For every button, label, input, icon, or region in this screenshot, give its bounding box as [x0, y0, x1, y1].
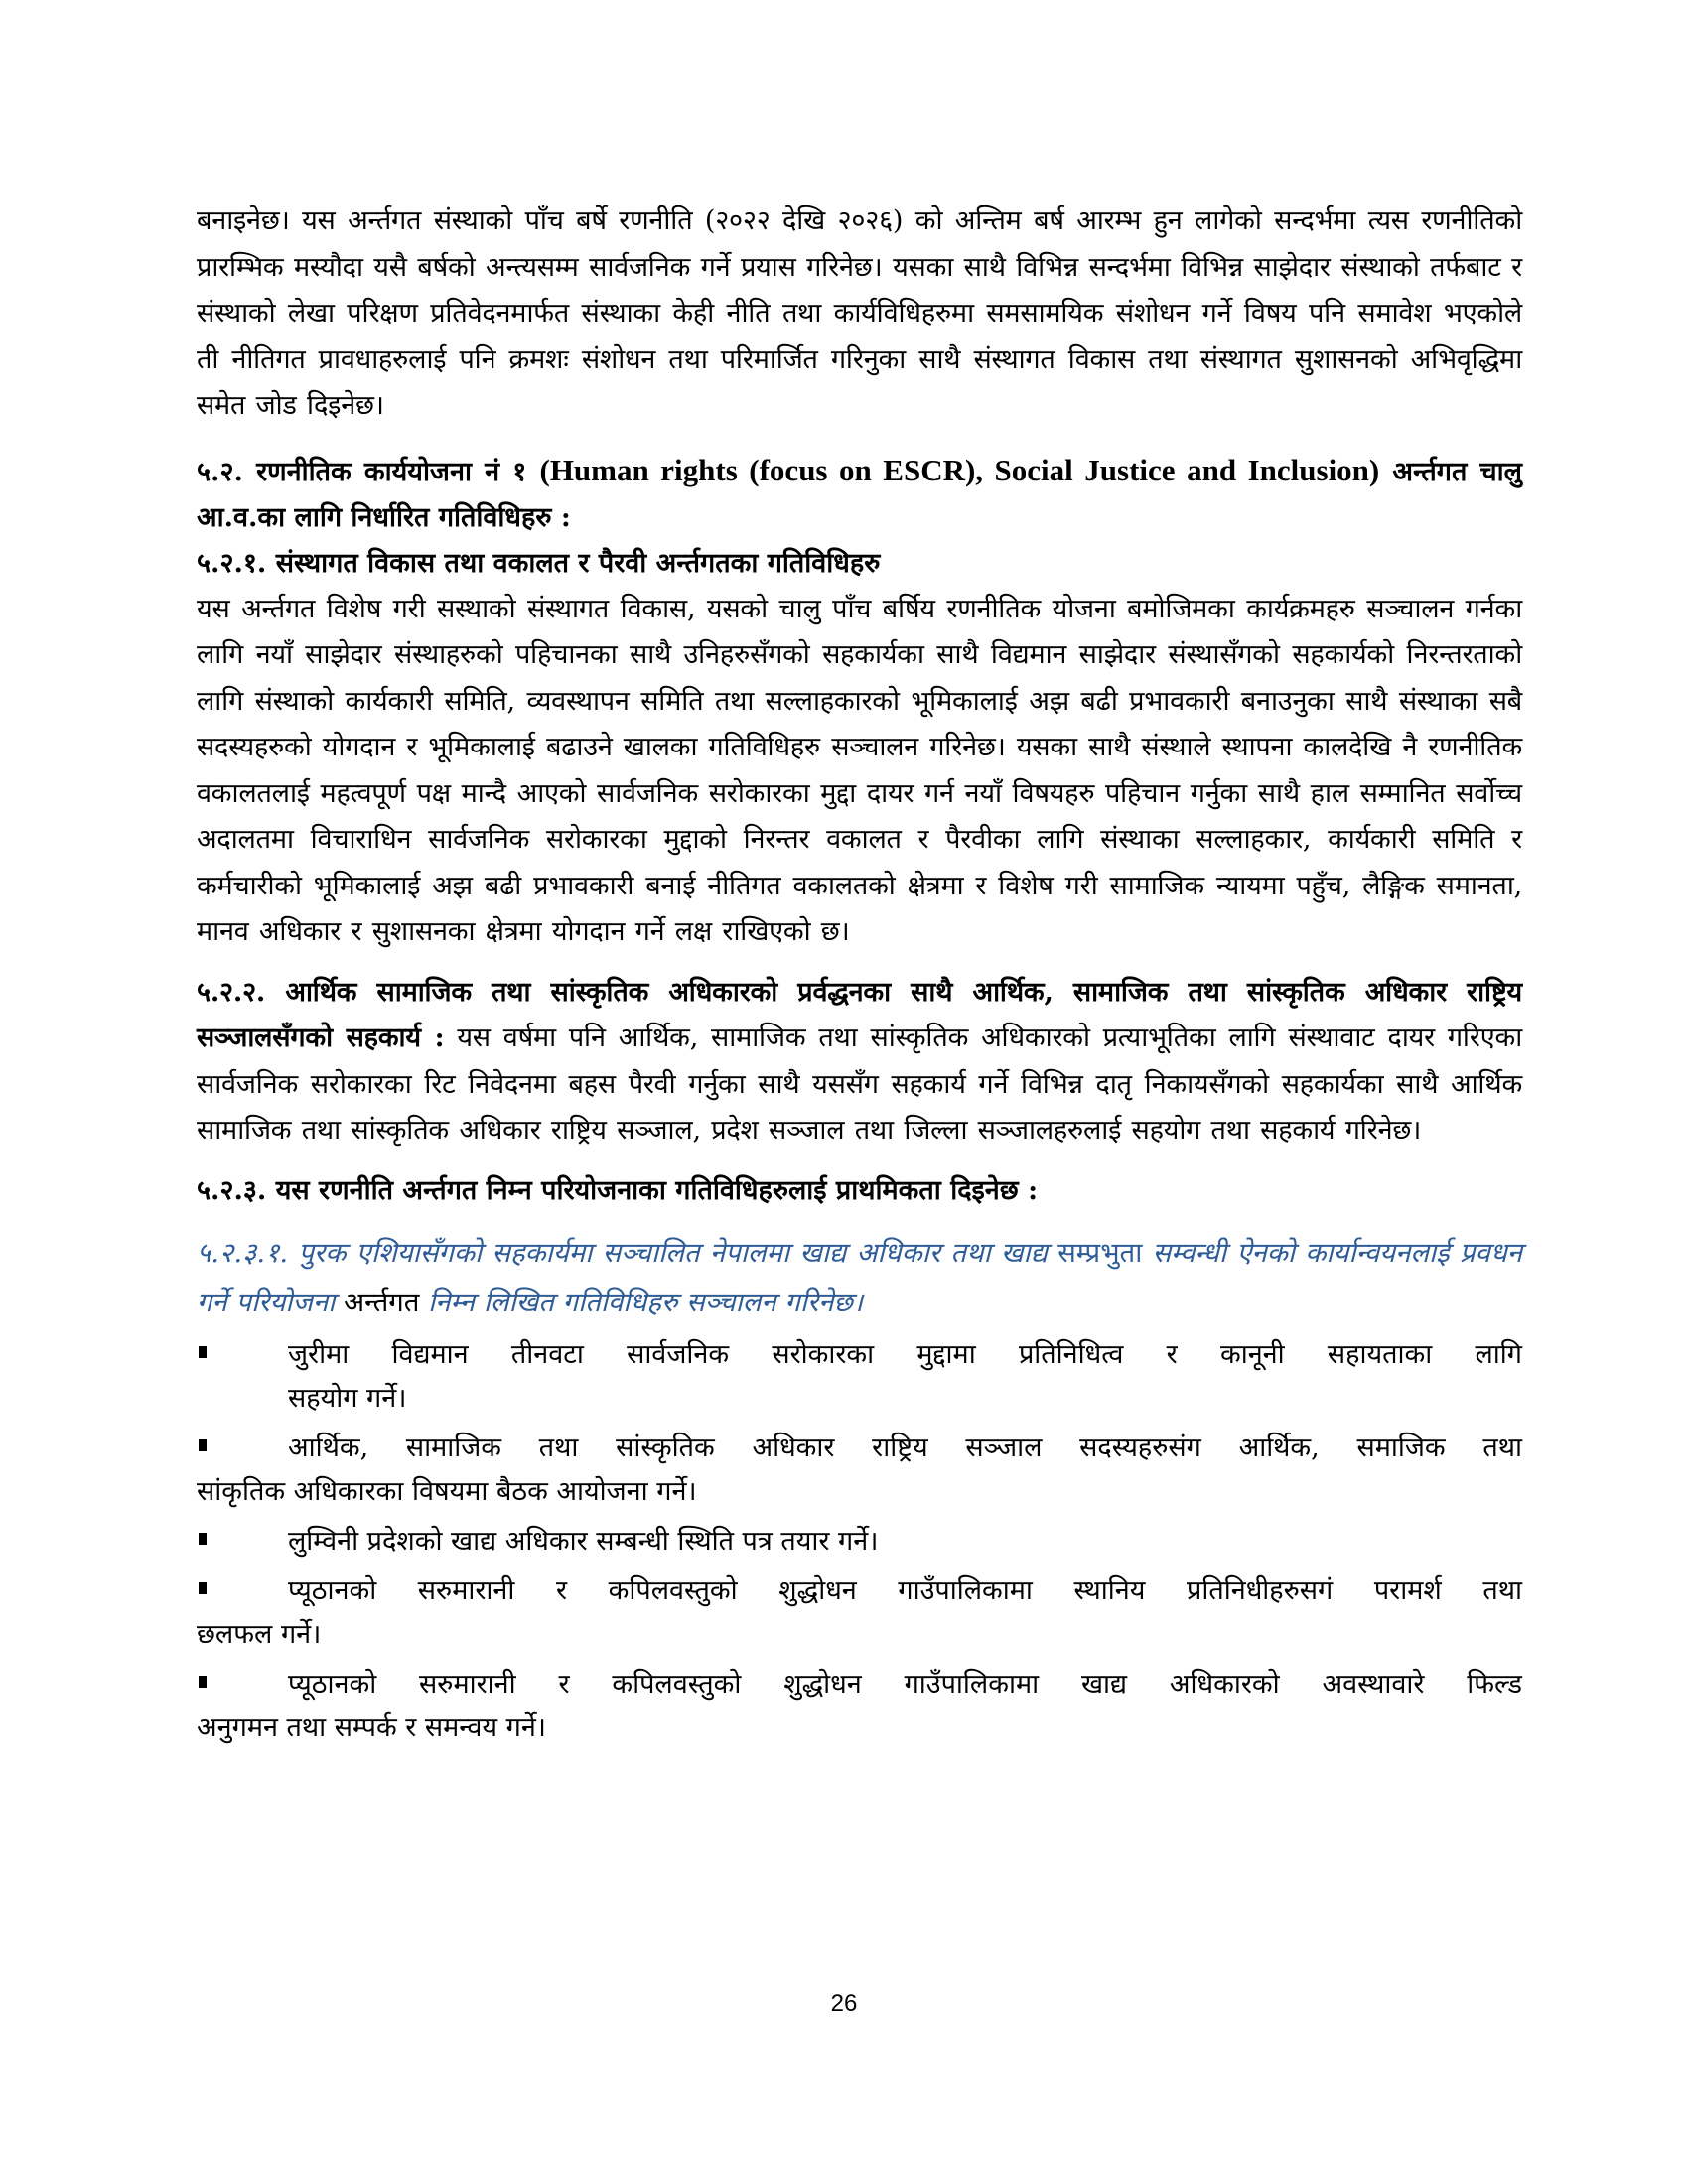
- intro-paragraph: बनाइनेछ। यस अर्न्तगत संस्थाको पाँच बर्षे रणनीति (२०२२ देखि २०२६) को अन्तिम बर्ष आरम्भ हुन लागेको सन्दर्भमा त्यस रणनीतिको प्रारम्भिक मस्यौदा यसै बर्षको अन्त्यसम्म सार्वजनिक गर्ने प्रयास गरिनेछ। यसका साथै विभिन्न सन्दर्भमा विभिन्न साझेदार संस्थाको तर्फबाट र संस्थाको लेखा परिक्षण प्रतिवेदनमार्फत संस्थाका केही नीति तथा कार्यविधिहरुमा समसामयिक संशोधन गर्ने विषय पनि समावेश भएकोले ती नीतिगत प्रावधाहरुलाई पनि क्रमशः संशोधन तथा परिमार्जित गरिनुका साथै संस्थागत विकास तथा संस्थागत सुशासनको अभिवृद्धिमा समेत जोड दिइनेछ।: [197, 205, 1522, 421]
- section-5-2-2: [197, 970, 1522, 1155]
- list-item-text: लुम्विनी प्रदेशको खाद्य अधिकार सम्बन्धी स्थिति पत्र तयार गर्ने।: [288, 1525, 879, 1557]
- list-item-text-continued: सांकृतिक अधिकारका विषयमा बैठक आयोजना गर्ने।: [197, 1475, 697, 1507]
- project-title-part4: अर्न्तगत: [344, 1286, 420, 1318]
- list-item: [197, 1333, 1522, 1421]
- list-item: [197, 1570, 1522, 1657]
- section-5-2-3-1-heading: [197, 1228, 1522, 1327]
- project-title-part2: सम्प्रभुता: [1057, 1236, 1143, 1269]
- square-bullet-icon: [199, 1439, 207, 1451]
- list-item-text: आर्थिक, सामाजिक तथा सांस्कृतिक अधिकार राष्ट्रिय सञ्जाल सदस्यहरुसंग आर्थिक, समाजिक तथा: [288, 1432, 1522, 1463]
- square-bullet-icon: [199, 1533, 207, 1545]
- list-item: [197, 1663, 1522, 1750]
- section-prefix: रणनीतिक कार्ययोजना नं १: [256, 456, 527, 487]
- page-number: 26: [830, 1990, 858, 2017]
- square-bullet-icon: [199, 1346, 207, 1358]
- section-english-title: (Human rights (focus on ESCR), Social Justice and Inclusion): [539, 452, 1380, 487]
- list-item-text: प्यूठानको सरुमारानी र कपिलवस्तुको शुद्धोधन गाउँपालिकामा स्थानिय प्रतिनिधीहरुसगं परामर्श तथा: [288, 1574, 1522, 1606]
- square-bullet-icon: [199, 1582, 207, 1594]
- list-item-text-continued: सहयोग गर्ने।: [288, 1382, 407, 1414]
- list-item-text-continued: अनुगमन तथा सम्पर्क र समन्वय गर्ने।: [197, 1711, 547, 1743]
- list-item: [197, 1520, 1522, 1564]
- section-number: ५.२.: [197, 456, 243, 487]
- activity-list: [197, 1333, 1522, 1750]
- list-item-text: प्यूठानको सरुमारानी र कपिलवस्तुको शुद्धोधन गाउँपालिकामा खाद्य अधिकारको अवस्थावारे फिल्ड: [288, 1668, 1522, 1700]
- section-5-2-1-heading: ५.२.१. संस्थागत विकास तथा वकालत र पैरवी अर्न्तगतका गतिविधिहरु: [197, 547, 881, 579]
- project-title-part1: ५.२.३.१. पुरक एशियासँगको सहकार्यमा सञ्चालित नेपालमा खाद्य अधिकार तथा खाद्य: [197, 1236, 1048, 1269]
- section-suffix: अर्न्तगत चालु आ.व.का लागि निर्धारित गतिविधिहरु :: [197, 456, 1522, 533]
- project-title-part3: सम्वन्धी ऐनको कार्यान्वयनलाई प्रवधन गर्ने परियोजना: [197, 1236, 1522, 1318]
- list-item-text: जुरीमा विद्यमान तीनवटा सार्वजनिक सरोकारका मुद्दामा प्रतिनिधित्व र कानूनी सहायताका लागि: [288, 1338, 1522, 1370]
- section-5-2-3-heading: ५.२.३. यस रणनीति अर्न्तगत निम्न परियोजनाका गतिविधिहरुलाई प्राथमिकता दिइनेछ :: [197, 1174, 1039, 1206]
- section-5-2-heading: [197, 448, 1522, 541]
- section-5-2-2-heading: ५.२.२. आर्थिक सामाजिक तथा सांस्कृतिक अधिकारको प्रर्वद्धनका साथै आर्थिक, सामाजिक तथा सांस्कृतिक अधिकार राष्ट्रिय सञ्जालसँगको सहकार्य :: [197, 976, 1522, 1053]
- project-title-part5: निम्न लिखित गतिविधिहरु सञ्चालन गरिनेछ।: [428, 1286, 864, 1318]
- section-5-2-1-body: यस अर्न्तगत विशेष गरी सस्थाको संस्थागत विकास, यसको चालु पाँच बर्षिय रणनीतिक योजना बमोजिमका कार्यक्रमहरु सञ्चालन गर्नका लागि नयाँ साझेदार संस्थाहरुको पहिचानका साथै उनिहरुसँगको सहकार्यका साथै विद्यमान साझेदार संस्थासँगको सहकार्यको निरन्तरताको लागि संस्थाको कार्यकारी समिति, व्यवस्थापन समिति तथा सल्लाहकारको भूमिकालाई अझ बढी प्रभावकारी बनाउनुका साथै संस्थाका सबै सदस्यहरुको योगदान र भूमिकालाई बढाउने खालका गतिविधिहरु सञ्चालन गरिनेछ। यसका साथै संस्थाले स्थापना कालदेखि नै रणनीतिक वकालतलाई महत्वपूर्ण पक्ष मान्दै आएको सार्वजनिक सरोकारका मुद्दा दायर गर्न नयाँ विषयहरु पहिचान गर्नुका साथै हाल सम्मानित सर्वोच्च अदालतमा विचाराधिन सार्वजनिक सरोकारका मुद्दाको निरन्तर वकालत र पैरवीका लागि संस्थाका सल्लाहकार, कार्यकारी समिति र कर्मचारीको भूमिकालाई अझ बढी प्रभावकारी बनाई नीतिगत वकालतको क्षेत्रमा र विशेष गरी सामाजिक न्यायमा पहुँच, लैङ्गिक समानता, मानव अधिकार र सुशासनका क्षेत्रमा योगदान गर्ने लक्ष राखिएको छ।: [197, 593, 1522, 947]
- section-5-2-2-body: यस वर्षमा पनि आर्थिक, सामाजिक तथा सांस्कृतिक अधिकारको प्रत्याभूतिका लागि संस्थावाट दायर गरिएका सार्वजनिक सरोकारका रिट निवेदनमा बहस पैरवी गर्नुका साथै यससँग सहकार्य गर्ने विभिन्न दातृ निकायसँगको सहकार्यका साथै आर्थिक सामाजिक तथा सांस्कृतिक अधिकार राष्ट्रिय सञ्जाल, प्रदेश सञ्जाल तथा जिल्ला सञ्जालहरुलाई सहयोग तथा सहकार्य गरिनेछ।: [197, 1023, 1522, 1146]
- list-item: [197, 1427, 1522, 1514]
- list-item-text-continued: छलफल गर्ने।: [197, 1618, 322, 1650]
- square-bullet-icon: [199, 1676, 207, 1688]
- document-page: [197, 199, 1522, 1750]
